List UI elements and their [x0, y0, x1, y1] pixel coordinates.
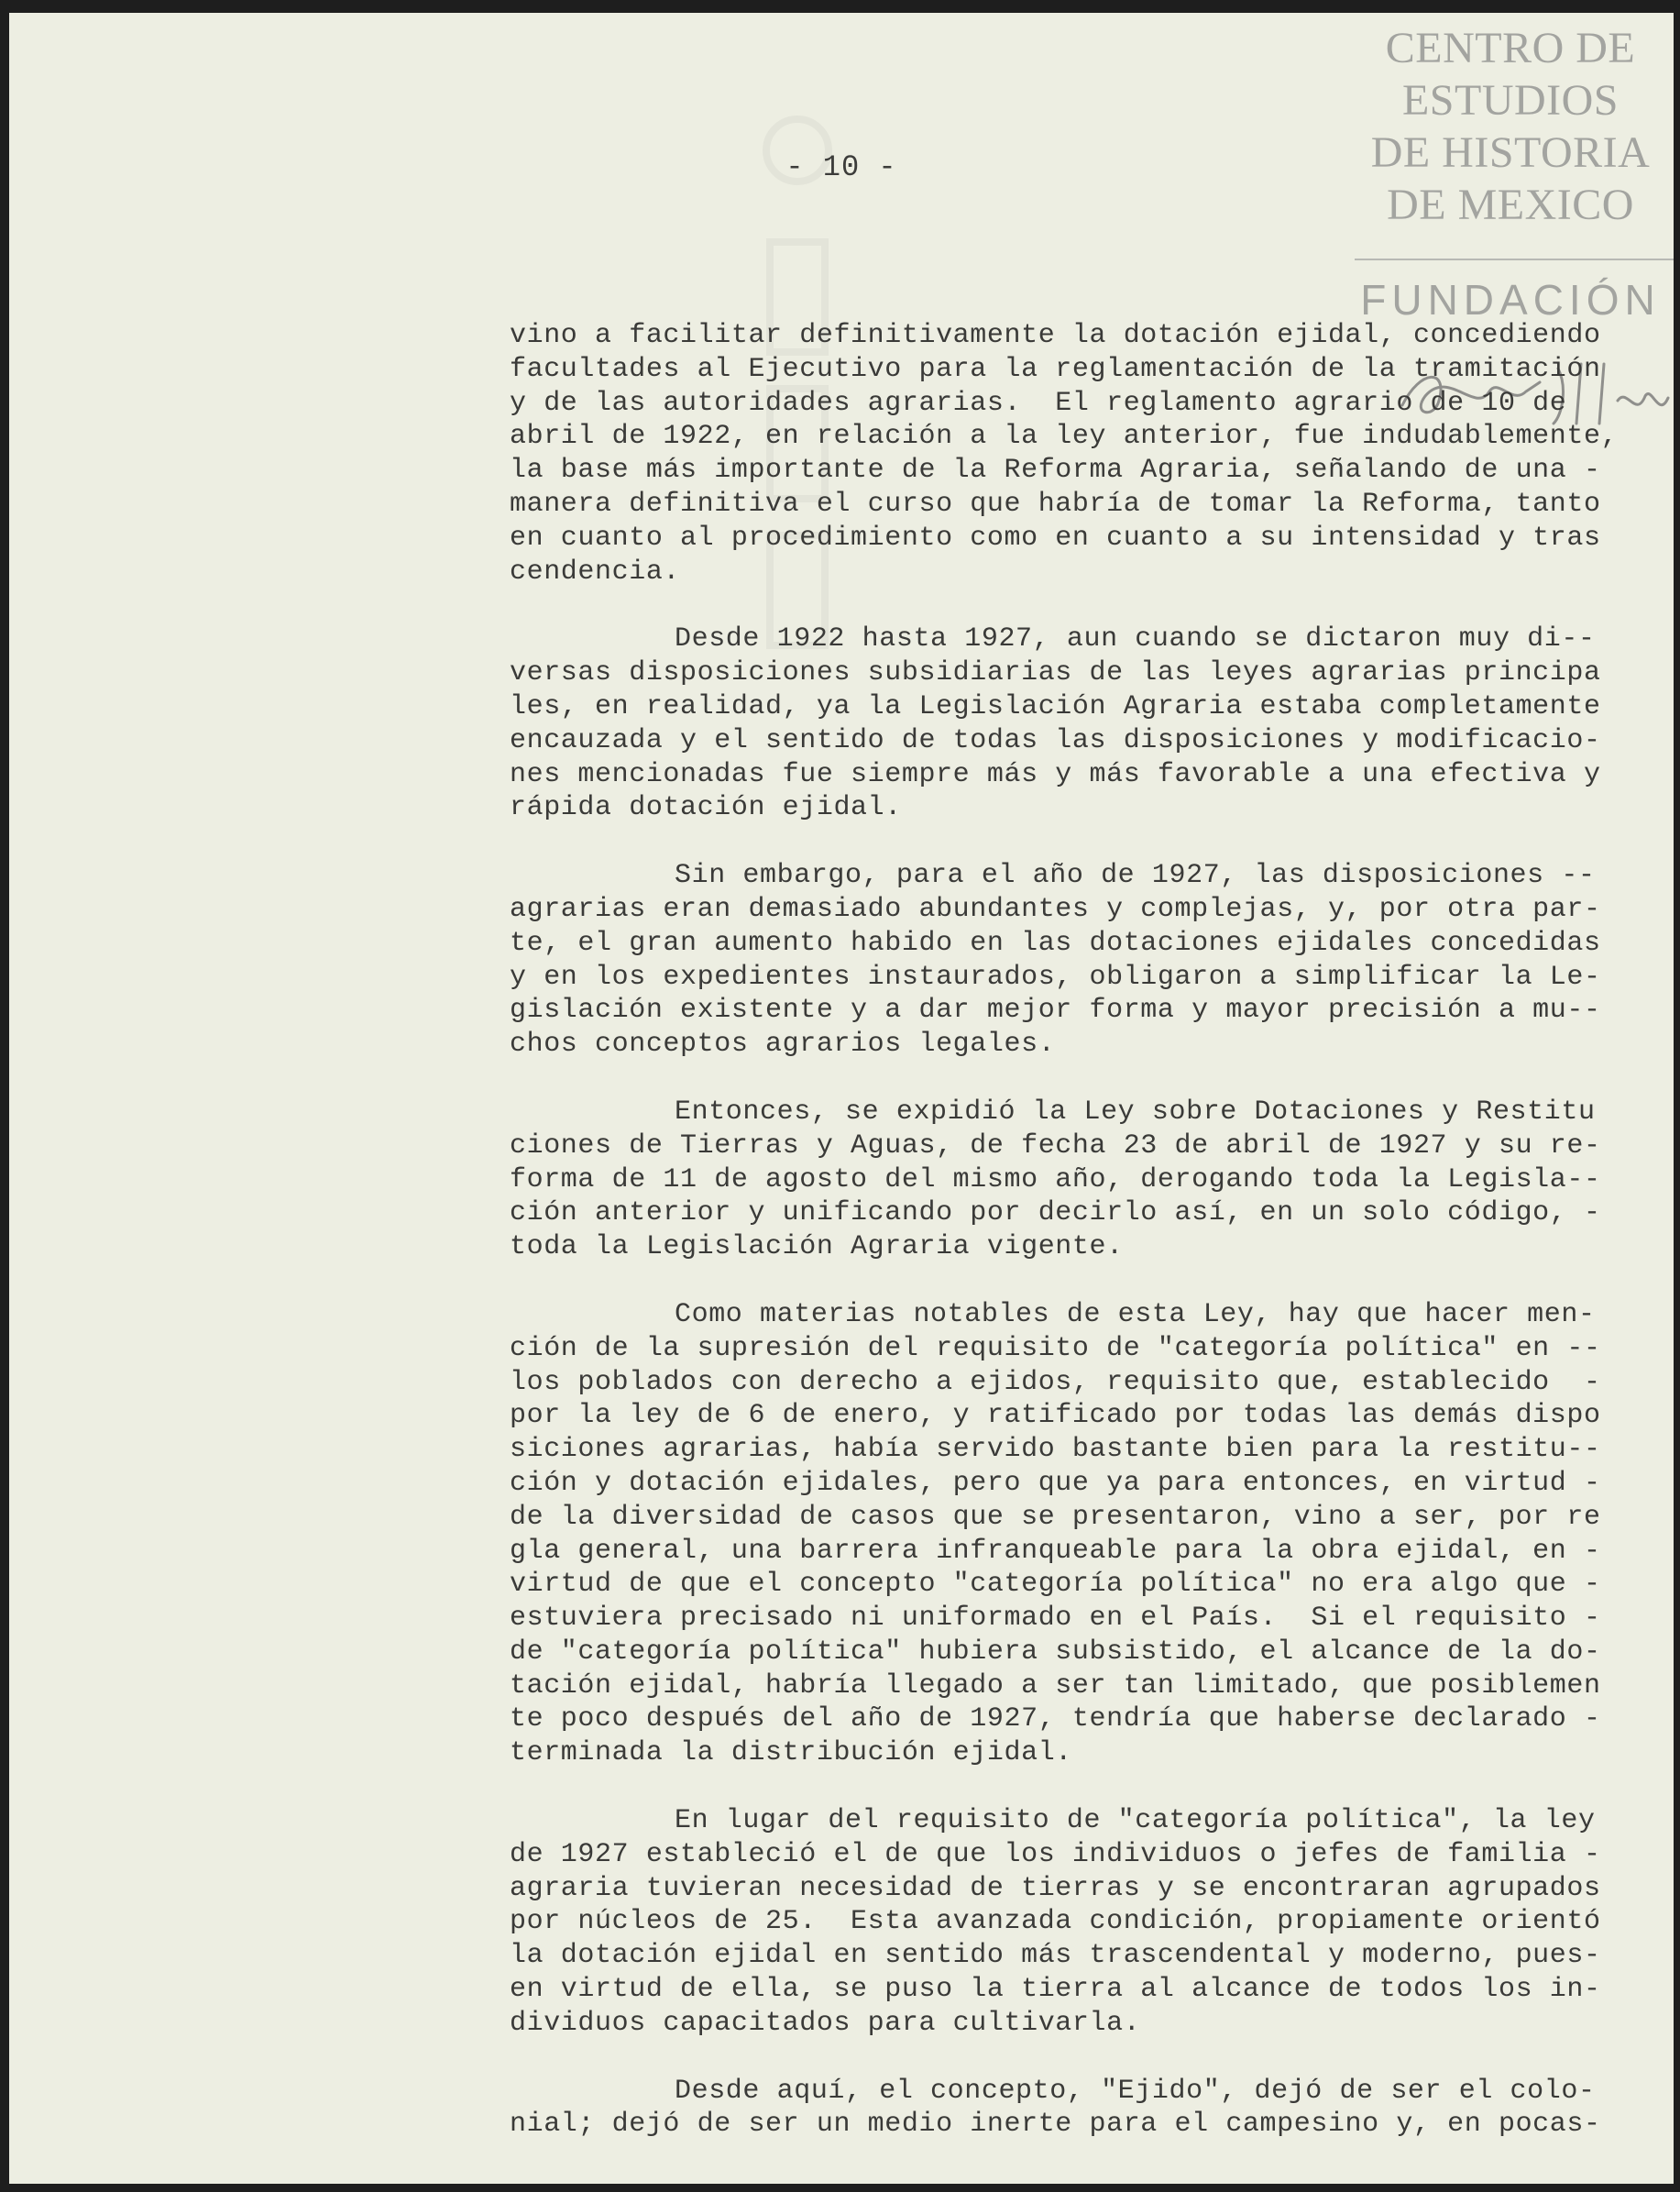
- text-line: chos conceptos agrarios legales.: [510, 1029, 1056, 1061]
- text-line: agraria tuvieran necesidad de tierras y se encontraran agrupados: [510, 1872, 1601, 1904]
- text-line: forma de 11 de agosto del mismo año, derogando toda la Legisla--: [510, 1163, 1601, 1195]
- text-line: de 1927 estableció el de que los individuos o jefes de familia -: [510, 1838, 1601, 1870]
- text-line: de la diversidad de casos que se presentaron, vino a ser, por re: [510, 1501, 1601, 1533]
- text-line: y en los expedientes instaurados, obligaron a simplificar la Le-: [510, 961, 1601, 993]
- text-line: gla general, una barrera infranqueable para la obra ejidal, en -: [510, 1535, 1601, 1567]
- text-line: la base más importante de la Reforma Agraria, señalando de una -: [510, 455, 1601, 487]
- text-line: por núcleos de 25. Esta avanzada condición, propiamente orientó: [510, 1906, 1601, 1938]
- text-line: rápida dotación ejidal.: [510, 792, 902, 824]
- text-line: te, el gran aumento habido en las dotaciones ejidales concedidas: [510, 927, 1601, 959]
- text-line: ción y dotación ejidales, pero que ya para entonces, en virtud -: [510, 1467, 1601, 1499]
- text-line: por la ley de 6 de enero, y ratificado por todas las demás dispo: [510, 1400, 1601, 1432]
- text-line: los poblados con derecho a ejidos, requisito que, establecido -: [510, 1366, 1601, 1398]
- text-line: en cuanto al procedimiento como en cuanto a su intensidad y tras: [510, 522, 1601, 554]
- paragraph: [510, 1096, 1601, 1264]
- text-line: nes mencionadas fue siempre más y más favorable a una efectiva y: [510, 758, 1601, 790]
- text-line: Sin embargo, para el año de 1927, las disposiciones --: [675, 860, 1596, 892]
- text-line: estuviera precisado ni uniformado en el País. Si el requisito -: [510, 1603, 1601, 1635]
- paragraph: [510, 1804, 1601, 2041]
- text-line: ciones de Tierras y Aguas, de fecha 23 de abril de 1927 y su re-: [510, 1129, 1601, 1162]
- text-line: tación ejidal, habría llegado a ser tan limitado, que posiblemen: [510, 1669, 1601, 1702]
- text-line: En lugar del requisito de "categoría política", la ley: [675, 1805, 1596, 1837]
- paragraph: [510, 2075, 1601, 2142]
- text-line: siciones agrarias, había servido bastante bien para la restitu--: [510, 1434, 1601, 1466]
- text-line: Desde aquí, el concepto, "Ejido", dejó de ser el colo-: [675, 2075, 1596, 2107]
- paragraph: [510, 622, 1601, 825]
- text-line: Como materias notables de esta Ley, hay que hacer men-: [675, 1298, 1596, 1330]
- text-line: manera definitiva el curso que habría de tomar la Reforma, tanto: [510, 488, 1601, 520]
- paragraph: [510, 859, 1601, 1062]
- text-line: en virtud de ella, se puso la tierra al alcance de todos los in-: [510, 1974, 1601, 2006]
- text-line: facultades al Ejecutivo para la reglamentación de la tramitación: [510, 353, 1601, 385]
- stamp-line: DE HISTORIA: [1370, 128, 1651, 177]
- text-line: nial; dejó de ser un medio inerte para el campesino y, en pocas-: [510, 2109, 1601, 2141]
- text-line: encauzada y el sentido de todas las disposiciones y modificacio-: [510, 724, 1601, 756]
- text-line: Desde 1922 hasta 1927, aun cuando se dictaron muy di--: [675, 623, 1596, 655]
- text-line: vino a facilitar definitivamente la dotación ejidal, concediendo: [510, 320, 1601, 351]
- paragraph: [510, 319, 1619, 589]
- text-line: toda la Legislación Agraria vigente.: [510, 1231, 1124, 1263]
- text-line: de "categoría política" hubiera subsistido, el alcance de la do-: [510, 1636, 1601, 1668]
- paragraph: [510, 1298, 1601, 1770]
- text-line: cendencia.: [510, 556, 681, 588]
- document-page: [9, 13, 1674, 2184]
- text-line: les, en realidad, ya la Legislación Agraria estaba completamente: [510, 690, 1601, 722]
- text-line: gislación existente y a dar mejor forma y mayor precisión a mu--: [510, 995, 1601, 1027]
- stamp-divider: [1355, 259, 1674, 260]
- text-line: terminada la distribución ejidal.: [510, 1737, 1072, 1769]
- text-line: la dotación ejidal en sentido más trascendental y moderno, pues-: [510, 1940, 1601, 1972]
- stamp-line: DE MEXICO: [1387, 181, 1634, 229]
- stamp-line: CENTRO DE: [1385, 24, 1636, 72]
- document-body: [510, 319, 1619, 2175]
- text-line: y de las autoridades agrarias. El reglamento agrario de 10 de: [510, 387, 1567, 419]
- text-line: ción anterior y unificando por decirlo así, en un solo código, -: [510, 1197, 1601, 1229]
- text-line: versas disposiciones subsidiarias de las leyes agrarias principa: [510, 657, 1601, 689]
- text-line: agrarias eran demasiado abundantes y complejas, y, por otra par-: [510, 893, 1601, 925]
- stamp-line: ESTUDIOS: [1401, 76, 1619, 125]
- text-line: virtud de que el concepto "categoría política" no era algo que -: [510, 1569, 1601, 1601]
- text-line: dividuos capacitados para cultivarla.: [510, 2007, 1141, 2039]
- text-line: abril de 1922, en relación a la ley anterior, fue indudablemente,: [510, 421, 1619, 453]
- page-number: - 10 -: [785, 150, 897, 184]
- text-line: ción de la supresión del requisito de "categoría política" en --: [510, 1332, 1601, 1364]
- stamp-foundation-label: FUNDACIÓN: [1360, 276, 1661, 324]
- text-line: te poco después del año de 1927, tendría que haberse declarado -: [510, 1703, 1601, 1735]
- text-line: Entonces, se expidió la Ley sobre Dotaciones y Restitu: [675, 1096, 1596, 1128]
